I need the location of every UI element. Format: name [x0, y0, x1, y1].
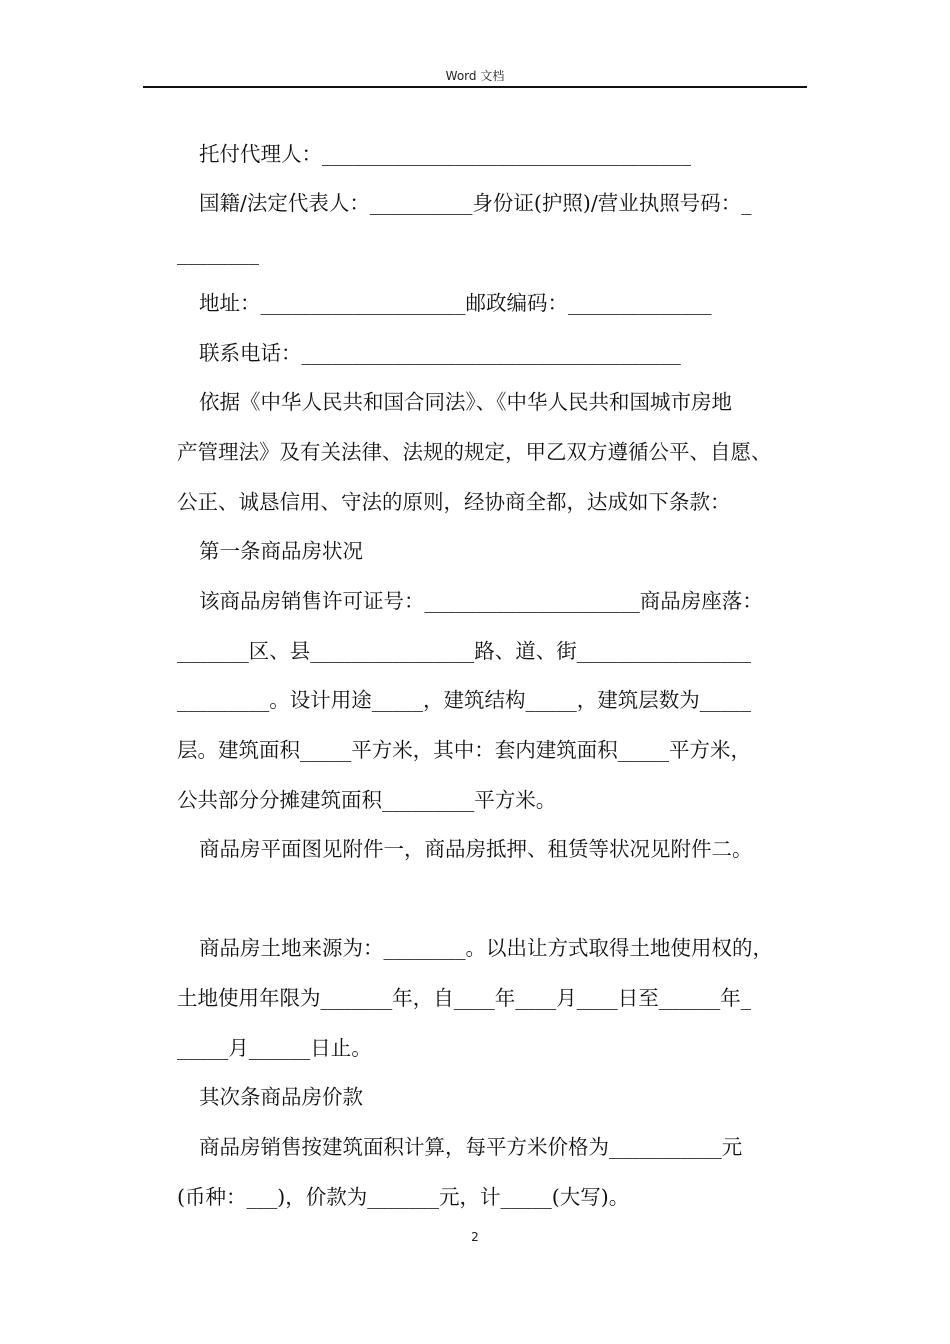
- land-source-line-2: 土地使用年限为_______年，自____年____月____日至______年_: [177, 986, 751, 1010]
- land-source-line-1: 商品房土地来源为：________。以出让方式取得土地使用权的，: [199, 936, 773, 960]
- article-1-line-3: _________。设计用途_____，建筑结构_____，建筑层数为_____: [177, 688, 751, 712]
- article-1-line-5: 公共部分分摊建筑面积_________平方米。: [177, 788, 557, 812]
- nationality-line: 国籍/法定代表人：__________身份证(护照)/营业执照号码：_: [199, 191, 752, 215]
- preamble-line-2: 产管理法》及有关法律、法规的规定，甲乙双方遵循公平、自愿、: [177, 440, 772, 464]
- article-1-line-4: 层。建筑面积_____平方米，其中：套内建筑面积_____平方米，: [177, 738, 751, 762]
- price-line-2: (币种：___)，价款为_______元，计_____(大写)。: [177, 1185, 630, 1209]
- floor-plan-line: 商品房平面图见附件一，商品房抵押、租赁等状况见附件二。: [199, 837, 753, 861]
- land-source-line-3: _____月______日止。: [177, 1036, 372, 1060]
- article-1-line-1: 该商品房销售许可证号：_____________________商品房座落：: [199, 589, 763, 613]
- nationality-line-cont: ________: [177, 241, 259, 265]
- phone-line: 联系电话：_____________________________________: [199, 341, 681, 365]
- price-line-1: 商品房销售按建筑面积计算，每平方米价格为___________元: [199, 1135, 743, 1159]
- article-2-heading: 其次条商品房价款: [199, 1085, 363, 1109]
- address-line: 地址：____________________邮政编码：______________: [199, 291, 712, 315]
- preamble-line-3: 公正、诚恳信用、守法的原则，经协商全都，达成如下条款：: [177, 490, 731, 514]
- preamble-line-1: 依据《中华人民共和国合同法》、《中华人民共和国城市房地: [199, 390, 732, 414]
- page-number: 2: [471, 1230, 479, 1244]
- agent-line: 托付代理人：____________________________________: [199, 142, 691, 166]
- article-1-heading: 第一条商品房状况: [199, 539, 363, 563]
- page-header: Word 文档: [445, 69, 505, 83]
- header-divider: [143, 86, 807, 88]
- article-1-line-2: _______区、县________________路、道、街_________________: [177, 639, 751, 663]
